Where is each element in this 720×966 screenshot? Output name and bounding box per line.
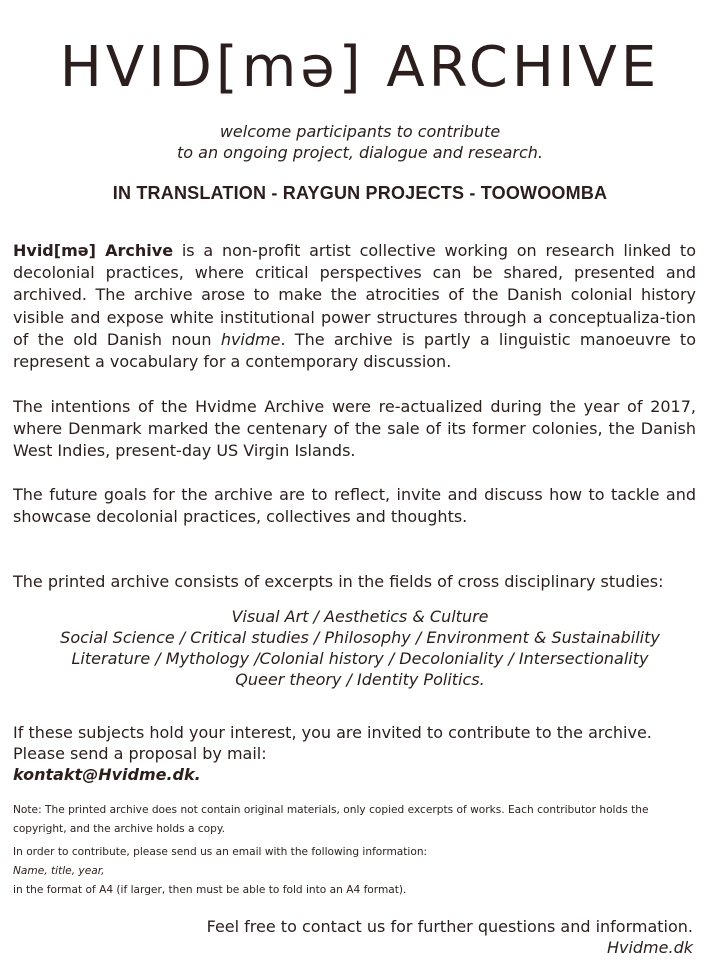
format-fields: Name, title, year, — [13, 865, 105, 877]
intentions-paragraph: The intentions of the Hvidme Archive were re-actualized during the year of 2017, where Denmark marked the centenary of the sale of its former colonies, the Danish West Indies, present-day US Virgin Islands. — [13, 397, 696, 461]
contribution-instructions — [13, 843, 703, 900]
intro-text-a: is a non-profit artist collective working on research linked to decolonial practices, where critical perspectives can be shared, presented and archived. The archive arose to make the atrocities of the Danish colonial history visible and expose white institutional power structures through a conceptualiza-tion of the old Danish noun — [13, 241, 696, 349]
field-line-3: Literature / Mythology /Colonial history / Decoloniality / Intersectionality — [71, 649, 649, 668]
field-line-2: Social Science / Critical studies / Philosophy / Environment & Sustainability — [60, 628, 660, 647]
tagline — [0, 121, 720, 163]
format-line — [13, 862, 703, 900]
invitation — [13, 722, 703, 785]
format-text: in the format of A4 (if larger, then must be able to fold into an A4 format). — [13, 884, 407, 896]
archive-name: Hvid[mə] Archive — [13, 241, 174, 260]
contact-line: Feel free to contact us for further questions and information. — [206, 917, 693, 936]
goals-paragraph: The future goals for the archive are to reflect, invite and discuss how to tackle and showcase decolonial practices, collectives and thoughts. — [13, 485, 696, 527]
field-line-1: Visual Art / Aesthetics & Culture — [231, 607, 489, 626]
email-link[interactable]: kontakt@Hvidme.dk. — [13, 765, 201, 784]
invite-line-1: If these subjects hold your interest, you are invited to contribute to the archive. — [13, 723, 652, 742]
invite-prefix: Please send a proposal by mail: — [13, 744, 267, 763]
intro-paragraph — [13, 240, 696, 373]
printed-archive-paragraph: The printed archive consists of excerpts in the fields of cross disciplinary studies: — [13, 572, 664, 591]
contact-footer — [207, 916, 693, 958]
copyright-note: Note: The printed archive does not contain original materials, only copied excerpts of works. Each contributor holds the copyright, and the archive holds a copy. — [13, 804, 649, 835]
intro-text-b: . The archive is partly a linguistic manoeuvre to represent a vocabulary for a contemporary discussion. — [13, 329, 696, 372]
tagline-line-1: welcome participants to contribute — [219, 122, 501, 141]
website-link[interactable]: Hvidme.dk — [606, 938, 693, 957]
danish-noun: hvidme — [220, 329, 281, 349]
invite-line-2 — [13, 743, 703, 785]
page-title: HVID[mə] ARCHIVE — [59, 35, 661, 100]
project-heading: IN TRANSLATION - RAYGUN PROJECTS - TOOWOOMBA — [112, 183, 608, 203]
tagline-line-2: to an ongoing project, dialogue and research. — [177, 143, 543, 162]
instructions-line: In order to contribute, please send us an email with the following information: — [13, 846, 428, 858]
fields-list — [0, 606, 720, 690]
field-line-4: Queer theory / Identity Politics. — [235, 670, 485, 689]
